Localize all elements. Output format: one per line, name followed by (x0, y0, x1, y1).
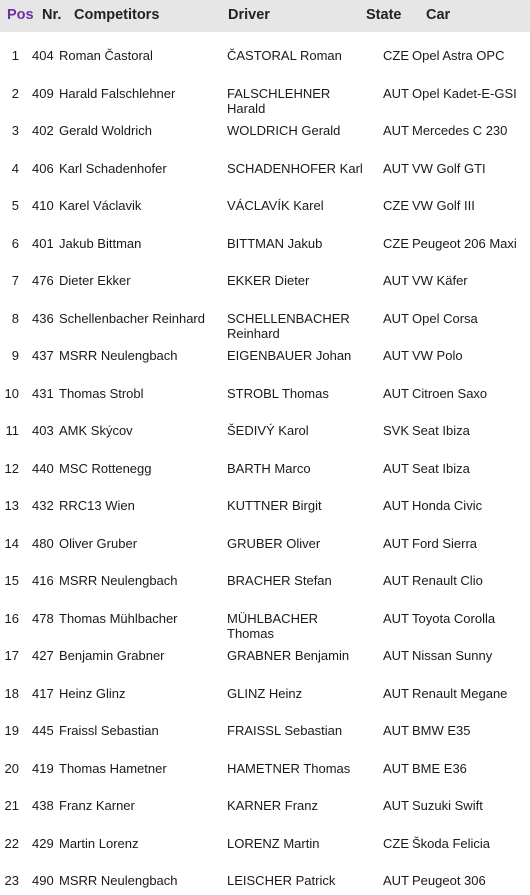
cell-nr: 490 (32, 873, 54, 888)
header-pos: Pos (7, 7, 34, 23)
cell-nr: 476 (32, 273, 54, 288)
cell-competitor: Thomas Hametner (59, 760, 167, 776)
cell-car: VW Käfer (412, 273, 468, 288)
table-row (0, 670, 530, 708)
table-row (0, 70, 530, 116)
cell-state: AUT (383, 123, 409, 138)
table-row (0, 145, 530, 183)
table-row (0, 445, 530, 483)
cell-nr: 438 (32, 798, 54, 813)
cell-competitor: MSRR Neulengbach (59, 573, 178, 588)
cell-car: Toyota Corolla (412, 610, 496, 626)
cell-pos: 2 (11, 85, 19, 101)
cell-driver: FALSCHLEHNER Harald (227, 85, 331, 116)
cell-pos: 23 (4, 873, 19, 888)
table-row (0, 32, 530, 70)
cell-pos: 11 (5, 423, 19, 438)
cell-driver: KARNER Franz (227, 798, 319, 813)
cell-competitor: RRC13 Wien (59, 498, 135, 513)
cell-nr: 436 (32, 310, 54, 326)
cell-nr: 404 (32, 48, 54, 63)
cell-state: CZE (383, 198, 409, 213)
cell-car: Škoda Felicia (412, 835, 491, 851)
cell-state: AUT (383, 460, 409, 476)
cell-car: Peugeot 206 Maxi (412, 235, 517, 251)
cell-car: Honda Civic (412, 498, 483, 513)
cell-driver: ČASTORAL Roman (227, 48, 342, 63)
cell-nr: 480 (32, 535, 54, 551)
cell-competitor: MSC Rottenegg (59, 460, 152, 476)
cell-state: AUT (383, 723, 409, 738)
cell-competitor: Harald Falschlehner (59, 85, 176, 101)
cell-pos: 18 (4, 685, 19, 701)
cell-competitor: Fraissl Sebastian (59, 723, 159, 738)
cell-driver: WOLDRICH Gerald (227, 123, 341, 138)
table-row (0, 707, 530, 745)
cell-driver: EKKER Dieter (227, 273, 310, 288)
cell-nr: 402 (32, 123, 54, 138)
header-driver: Driver (228, 7, 270, 23)
cell-state: AUT (383, 85, 409, 101)
cell-driver: BRACHER Stefan (227, 573, 332, 588)
cell-pos: 19 (4, 723, 19, 738)
cell-pos: 15 (4, 573, 19, 588)
table-row (0, 595, 530, 641)
table-row (0, 632, 530, 670)
table-row (0, 820, 530, 858)
cell-pos: 9 (11, 348, 19, 363)
cell-pos: 20 (4, 760, 19, 776)
cell-state: AUT (383, 760, 409, 776)
cell-competitor: MSRR Neulengbach (59, 873, 178, 888)
cell-car: VW Golf GTI (412, 160, 486, 176)
table-row (0, 295, 530, 341)
cell-competitor: Heinz Glinz (59, 685, 126, 701)
header-competitors: Competitors (74, 7, 160, 23)
cell-competitor: AMK Skýcov (59, 423, 133, 438)
cell-car: Opel Kadet-E-GSI (412, 85, 517, 101)
cell-pos: 17 (4, 648, 19, 663)
cell-pos: 6 (11, 235, 19, 251)
cell-pos: 22 (4, 835, 19, 851)
cell-pos: 16 (4, 610, 19, 626)
cell-car: BME E36 (412, 760, 467, 776)
results-table-header (0, 0, 530, 32)
cell-nr: 416 (32, 573, 54, 588)
cell-driver: GLINZ Heinz (227, 685, 303, 701)
cell-nr: 403 (32, 423, 54, 438)
cell-car: Opel Astra OPC (412, 48, 505, 63)
cell-state: CZE (383, 235, 409, 251)
table-row (0, 782, 530, 820)
cell-pos: 8 (11, 310, 19, 326)
cell-state: AUT (383, 273, 409, 288)
cell-competitor: Franz Karner (59, 798, 135, 813)
cell-car: VW Polo (412, 348, 463, 363)
cell-competitor: MSRR Neulengbach (59, 348, 178, 363)
cell-state: AUT (383, 348, 409, 363)
cell-state: AUT (383, 648, 409, 663)
cell-state: AUT (383, 160, 409, 176)
cell-nr: 409 (32, 85, 54, 101)
cell-state: AUT (383, 873, 409, 888)
cell-car: Seat Ibiza (412, 460, 470, 476)
cell-nr: 427 (32, 648, 54, 663)
cell-nr: 401 (32, 235, 54, 251)
table-row (0, 745, 530, 783)
cell-nr: 410 (32, 198, 54, 213)
cell-driver: SCHADENHOFER Karl (227, 160, 363, 176)
table-row (0, 520, 530, 558)
cell-driver: FRAISSL Sebastian (227, 723, 343, 738)
cell-competitor: Roman Častoral (59, 48, 153, 63)
cell-nr: 419 (32, 760, 54, 776)
cell-nr: 437 (32, 348, 54, 363)
cell-nr: 429 (32, 835, 54, 851)
cell-competitor: Martin Lorenz (59, 835, 139, 851)
cell-driver: EIGENBAUER Johan (227, 348, 352, 363)
cell-state: AUT (383, 498, 409, 513)
results-table-body (0, 32, 530, 895)
cell-car: Seat Ibiza (412, 423, 470, 438)
cell-competitor: Jakub Bittman (59, 235, 142, 251)
header-state: State (366, 7, 402, 23)
cell-state: AUT (383, 310, 409, 326)
header-car: Car (426, 7, 451, 23)
cell-nr: 440 (32, 460, 54, 476)
cell-driver: LEISCHER Patrick (227, 873, 336, 888)
cell-state: AUT (383, 685, 409, 701)
cell-driver: BARTH Marco (227, 460, 311, 476)
cell-driver: BITTMAN Jakub (227, 235, 323, 251)
cell-driver: VÁCLAVÍK Karel (227, 198, 324, 213)
cell-pos: 3 (11, 123, 19, 138)
cell-car: Renault Megane (412, 685, 508, 701)
table-row (0, 407, 530, 445)
cell-driver: STROBL Thomas (227, 385, 329, 401)
cell-nr: 417 (32, 685, 54, 701)
cell-car: BMW E35 (412, 723, 471, 738)
header-nr: Nr. (42, 7, 62, 23)
table-row (0, 557, 530, 595)
cell-competitor: Benjamin Grabner (59, 648, 165, 663)
cell-competitor: Schellenbacher Reinhard (59, 310, 205, 326)
cell-car: Opel Corsa (412, 310, 478, 326)
cell-driver: SCHELLENBACHER Reinhard (227, 310, 350, 341)
cell-car: Citroen Saxo (412, 385, 488, 401)
cell-car: Suzuki Swift (412, 798, 483, 813)
cell-nr: 445 (32, 723, 54, 738)
cell-driver: ŠEDIVÝ Karol (227, 423, 309, 438)
table-row (0, 482, 530, 520)
cell-nr: 478 (32, 610, 54, 626)
cell-state: AUT (383, 385, 409, 401)
cell-driver: GRABNER Benjamin (227, 648, 350, 663)
cell-pos: 12 (4, 460, 19, 476)
cell-state: CZE (383, 48, 409, 63)
cell-car: Renault Clio (412, 573, 483, 588)
cell-competitor: Thomas Strobl (59, 385, 144, 401)
cell-driver: KUTTNER Birgit (227, 498, 322, 513)
table-row (0, 220, 530, 258)
cell-competitor: Dieter Ekker (59, 273, 131, 288)
cell-competitor: Karel Václavik (59, 198, 142, 213)
cell-pos: 10 (4, 385, 19, 401)
cell-nr: 406 (32, 160, 54, 176)
table-row (0, 257, 530, 295)
cell-state: CZE (383, 835, 409, 851)
cell-driver: HAMETNER Thomas (227, 760, 351, 776)
cell-competitor: Thomas Mühlbacher (59, 610, 178, 626)
cell-pos: 7 (11, 273, 19, 288)
cell-car: Nissan Sunny (412, 648, 493, 663)
cell-car: Mercedes C 230 (412, 123, 508, 138)
cell-state: AUT (383, 798, 409, 813)
cell-driver: GRUBER Oliver (227, 535, 321, 551)
table-row (0, 857, 530, 895)
cell-pos: 4 (11, 160, 19, 176)
cell-car: VW Golf III (412, 198, 475, 213)
cell-pos: 1 (11, 48, 19, 63)
cell-pos: 21 (4, 798, 19, 813)
table-row (0, 182, 530, 220)
cell-pos: 13 (4, 498, 19, 513)
cell-state: AUT (383, 573, 409, 588)
cell-competitor: Karl Schadenhofer (59, 160, 167, 176)
cell-car: Ford Sierra (412, 535, 478, 551)
cell-pos: 5 (11, 198, 19, 213)
cell-driver: LORENZ Martin (227, 835, 320, 851)
cell-state: SVK (382, 423, 409, 438)
cell-competitor: Oliver Gruber (59, 535, 138, 551)
cell-driver: MÜHLBACHER Thomas (227, 610, 319, 641)
cell-pos: 14 (4, 535, 19, 551)
cell-nr: 432 (32, 498, 54, 513)
table-row (0, 370, 530, 408)
table-row (0, 332, 530, 370)
cell-state: AUT (383, 535, 409, 551)
cell-state: AUT (383, 610, 409, 626)
cell-competitor: Gerald Woldrich (59, 123, 152, 138)
cell-car: Peugeot 306 (412, 873, 486, 888)
cell-nr: 431 (32, 385, 54, 401)
table-row (0, 107, 530, 145)
